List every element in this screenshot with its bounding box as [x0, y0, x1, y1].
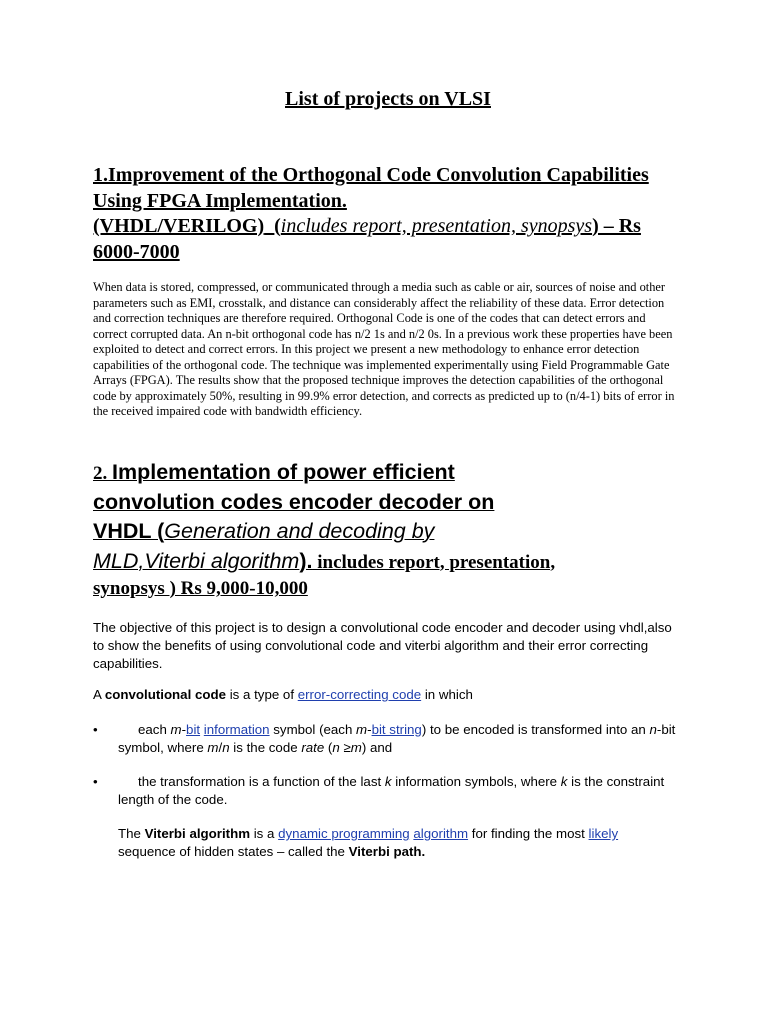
b2-t1: the transformation is a function of the last: [138, 774, 385, 789]
b1-m2: m: [356, 722, 368, 737]
b1-slash: /: [218, 740, 223, 755]
dynamic-programming-link[interactable]: dynamic programming: [278, 826, 410, 841]
project2-objective: The objective of this project is to design a convolutional code encoder and decoder using vhdl,also to show the benefits of using convolutional code and viterbi algorithm and their error correcting capabilities.: [93, 620, 672, 671]
project1-title: 1.Improvement of the Orthogonal Code Convolution Capabilities Using FPGA Implementation.: [93, 164, 649, 212]
b2-t2: information symbols, where: [391, 774, 561, 789]
project2-title-line3b: Generation and decoding by: [164, 519, 435, 543]
b1-rate: rate: [301, 740, 325, 755]
project2-title-line3a: VHDL (: [93, 519, 165, 543]
project2-title-line4a: MLD,Viterbi algorithm: [93, 548, 300, 573]
project2-title-line1: Implementation of power efficient: [112, 460, 455, 484]
convolutional-code-definition: [93, 686, 683, 704]
project2-number: 2.: [93, 463, 112, 484]
b1-t9: (: [324, 740, 333, 755]
bullet-dot: •: [93, 722, 98, 737]
project2-title-line4b: ).: [299, 548, 313, 573]
def-text-mid: is a type of: [226, 687, 298, 702]
project2-price: synopsys ) Rs 9,000-10,000: [93, 578, 308, 599]
b1-nn: n: [222, 740, 230, 755]
project1-description: When data is stored, compressed, or communicated through a media such as cable or air, sources of noise and other parameters such as EMI, crosstalk, and distance can considerably affect the reliability of these data. Error detection and correction techniques are therefore required. Orthogonal Code is one of the codes that can detect errors and correct corrupted data. An n-bit orthogonal code has n/2 1s and n/2 0s. In a previous work these properties have been exploited to detect and correct errors. In this project we present a new methodology to enhance error detection capabilities of the orthogonal code. The technique was implemented experimentally using Field Programmable Gate Arrays (FPGA). The results show that the proposed technique improves the detection capabilities of the orthogonal code by approximately 50%, resulting in 99.9% error detection, and corrects as predicted up to (n/4-1) bits of error in the received impaired code with bandwidth efficiency.: [93, 280, 675, 418]
b1-n1: n: [649, 722, 657, 737]
b1-mn: m: [207, 740, 219, 755]
def-text-a: A: [93, 687, 105, 702]
b2-t3: is the constraint length of the code.: [118, 774, 665, 807]
information-link[interactable]: information: [203, 722, 270, 737]
v-t5: sequence of hidden states – called the: [118, 844, 349, 859]
viterbi-definition: [118, 825, 678, 861]
v-t1: The: [118, 826, 145, 841]
b2-k2: k: [560, 774, 568, 789]
project2-title-line2: convolution codes encoder decoder on: [93, 489, 495, 514]
bit-link[interactable]: bit: [186, 722, 201, 737]
project1-paren: (: [274, 215, 281, 237]
b1-t6: ) to be encoded is transformed into an: [421, 722, 650, 737]
b1-t4: symbol (each: [269, 722, 357, 737]
b1-t8: is the code: [229, 740, 302, 755]
project1-heading: [93, 163, 683, 265]
document-title: List of projects on VLSI: [285, 88, 491, 110]
project2-heading: [93, 460, 683, 608]
project2-includes: includes report, presentation,: [312, 551, 556, 573]
v-t2: is a: [250, 826, 279, 841]
viterbi-path-term: Viterbi path.: [348, 844, 426, 859]
b1-t2: -: [181, 722, 187, 737]
bit-string-link[interactable]: bit string: [371, 722, 422, 737]
algorithm-link[interactable]: algorithm: [413, 826, 469, 841]
b1-t10: ) and: [361, 740, 393, 755]
project1-includes: includes report, presentation, synopsys: [280, 215, 593, 237]
b1-m1: m: [170, 722, 182, 737]
def-text-end: in which: [421, 687, 473, 702]
def-term: convolutional code: [104, 687, 227, 702]
b1-t5: -: [367, 722, 372, 737]
b2-k1: k: [384, 774, 392, 789]
bullet-text-2: [118, 773, 678, 809]
project1-price: ) – Rs 6000-7000: [93, 215, 641, 263]
b1-n2: n: [332, 740, 340, 755]
likely-link[interactable]: likely: [588, 826, 619, 841]
error-correcting-code-link[interactable]: error-correcting code: [297, 687, 422, 702]
v-t4: for finding the most: [468, 826, 589, 841]
bullet-dot: •: [93, 774, 98, 789]
viterbi-term: Viterbi algorithm: [144, 826, 251, 841]
b1-t7: -bit symbol, where: [118, 722, 676, 755]
b1-t1: each: [138, 722, 171, 737]
b1-m3: m: [350, 740, 362, 755]
b1-ge: ≥: [339, 740, 351, 755]
bullet-text-1: [118, 721, 678, 757]
project1-lang: (VHDL/VERILOG): [93, 215, 265, 237]
